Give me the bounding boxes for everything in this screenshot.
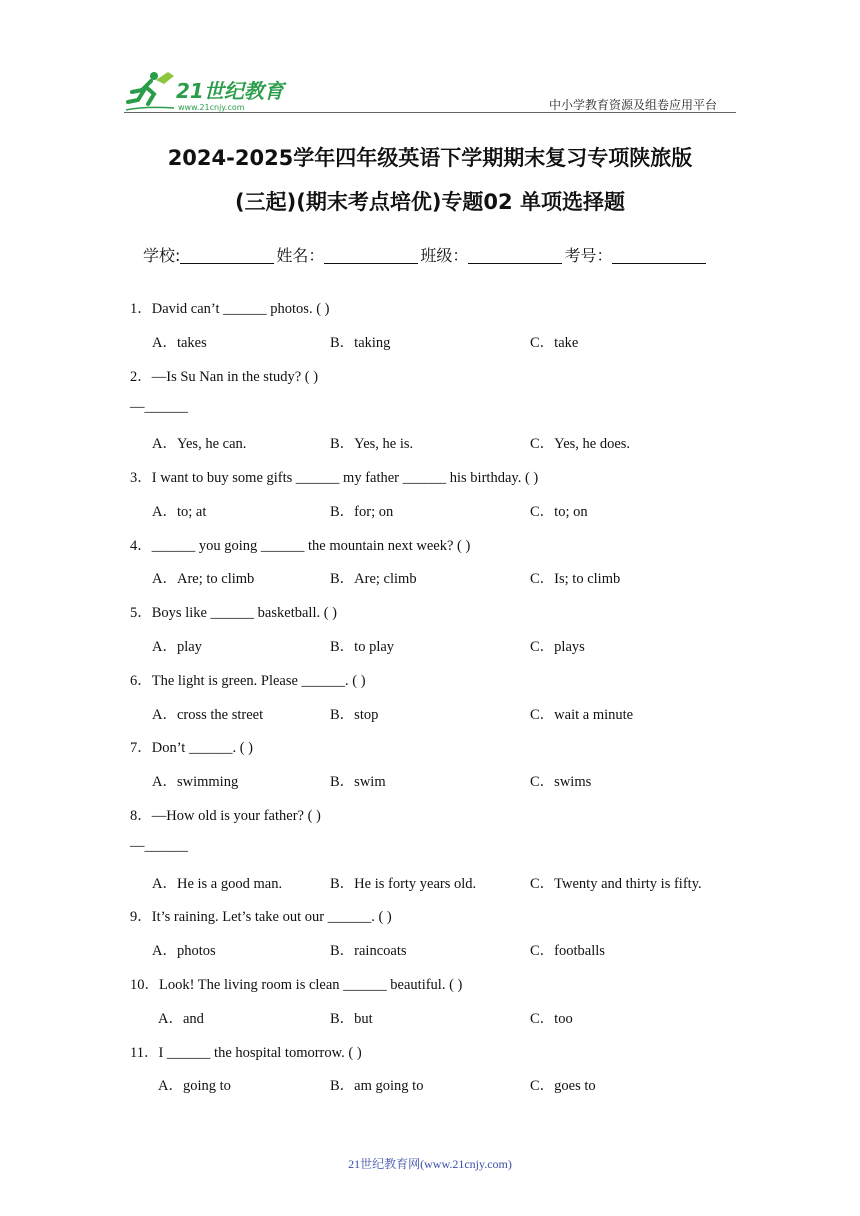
option-a[interactable]: A．play <box>152 639 202 655</box>
number-blank[interactable] <box>612 247 706 264</box>
question-6: 6．The light is green. Please ______. ( ) <box>130 673 366 689</box>
option-a[interactable]: A．going to <box>158 1078 231 1094</box>
question-1: 1．David can’t ______ photos. ( ) <box>130 301 330 317</box>
option-b[interactable]: B．taking <box>330 335 391 351</box>
page-title-line2: (三起)(期末考点培优)专题02 单项选择题 <box>235 190 625 214</box>
option-b[interactable]: B．but <box>330 1011 373 1027</box>
platform-label: 中小学教育资源及组卷应用平台 <box>549 98 718 112</box>
question-11: 11．I ______ the hospital tomorrow. ( ) <box>130 1045 362 1061</box>
question-2: 2．—Is Su Nan in the study? ( ) <box>130 369 319 385</box>
option-b[interactable]: B．raincoats <box>330 943 407 959</box>
school-blank[interactable] <box>180 247 274 264</box>
option-a[interactable]: A．takes <box>152 335 207 351</box>
option-c[interactable]: C．take <box>530 335 579 351</box>
option-b[interactable]: B．for; on <box>330 504 394 520</box>
name-blank[interactable] <box>324 247 418 264</box>
option-c[interactable]: C．Yes, he does. <box>530 436 631 452</box>
option-b[interactable]: B．am going to <box>330 1078 424 1094</box>
option-c[interactable]: C．to; on <box>530 504 588 520</box>
option-b[interactable]: B．swim <box>330 774 386 790</box>
option-a[interactable]: A．to; at <box>152 504 207 520</box>
class-blank[interactable] <box>468 247 562 264</box>
option-c[interactable]: C．Is; to climb <box>530 571 621 587</box>
option-b[interactable]: B．stop <box>330 707 379 723</box>
logo <box>124 70 294 114</box>
header-divider <box>124 112 736 113</box>
option-a[interactable]: A．cross the street <box>152 707 264 723</box>
question-3: 3．I want to buy some gifts ______ my father ______ his birthday. ( ) <box>130 470 539 486</box>
school-label: 学校: <box>143 246 181 265</box>
option-c[interactable]: C．goes to <box>530 1078 596 1094</box>
runner-icon <box>128 72 174 104</box>
option-b[interactable]: B．to play <box>330 639 395 655</box>
option-c[interactable]: C．plays <box>530 639 585 655</box>
logo-url: www.21cnjy.com <box>178 103 245 112</box>
student-info <box>143 243 708 266</box>
option-c[interactable]: C．wait a minute <box>530 707 634 723</box>
option-b[interactable]: B．He is forty years old. <box>330 876 477 892</box>
question-8-answer-line: —______ <box>130 838 188 854</box>
option-a[interactable]: A．He is a good man. <box>152 876 283 892</box>
option-c[interactable]: C．too <box>530 1011 573 1027</box>
option-b[interactable]: B．Are; climb <box>330 571 417 587</box>
option-a[interactable]: A．photos <box>152 943 216 959</box>
option-c[interactable]: C．swims <box>530 774 592 790</box>
option-a[interactable]: A．swimming <box>152 774 239 790</box>
question-8: 8．—How old is your father? ( ) <box>130 808 321 824</box>
name-label: 姓名： <box>276 246 325 265</box>
option-a[interactable]: A．and <box>158 1011 204 1027</box>
question-2-answer-line: —______ <box>130 399 188 415</box>
question-7: 7．Don’t ______. ( ) <box>130 740 253 756</box>
class-label: 班级： <box>420 246 469 265</box>
page-title-line1: 2024-2025学年四年级英语下学期期末复习专项陕旅版 <box>167 146 693 170</box>
footer-link[interactable]: 21世纪教育网(www.21cnjy.com) <box>348 1157 512 1171</box>
option-b[interactable]: B．Yes, he is. <box>330 436 414 452</box>
option-a[interactable]: A．Are; to climb <box>152 571 255 587</box>
question-5: 5．Boys like ______ basketball. ( ) <box>130 605 338 621</box>
option-c[interactable]: C．footballs <box>530 943 605 959</box>
question-4: 4．______ you going ______ the mountain next week? ( ) <box>130 538 471 554</box>
logo-text: 21世纪教育 <box>176 79 284 103</box>
question-10: 10．Look! The living room is clean ______ beautiful. ( ) <box>130 977 463 993</box>
question-9: 9．It’s raining. Let’s take out our ______. ( ) <box>130 909 392 925</box>
number-label: 考号： <box>564 246 613 265</box>
option-a[interactable]: A．Yes, he can. <box>152 436 247 452</box>
option-c[interactable]: C．Twenty and thirty is fifty. <box>530 876 702 892</box>
